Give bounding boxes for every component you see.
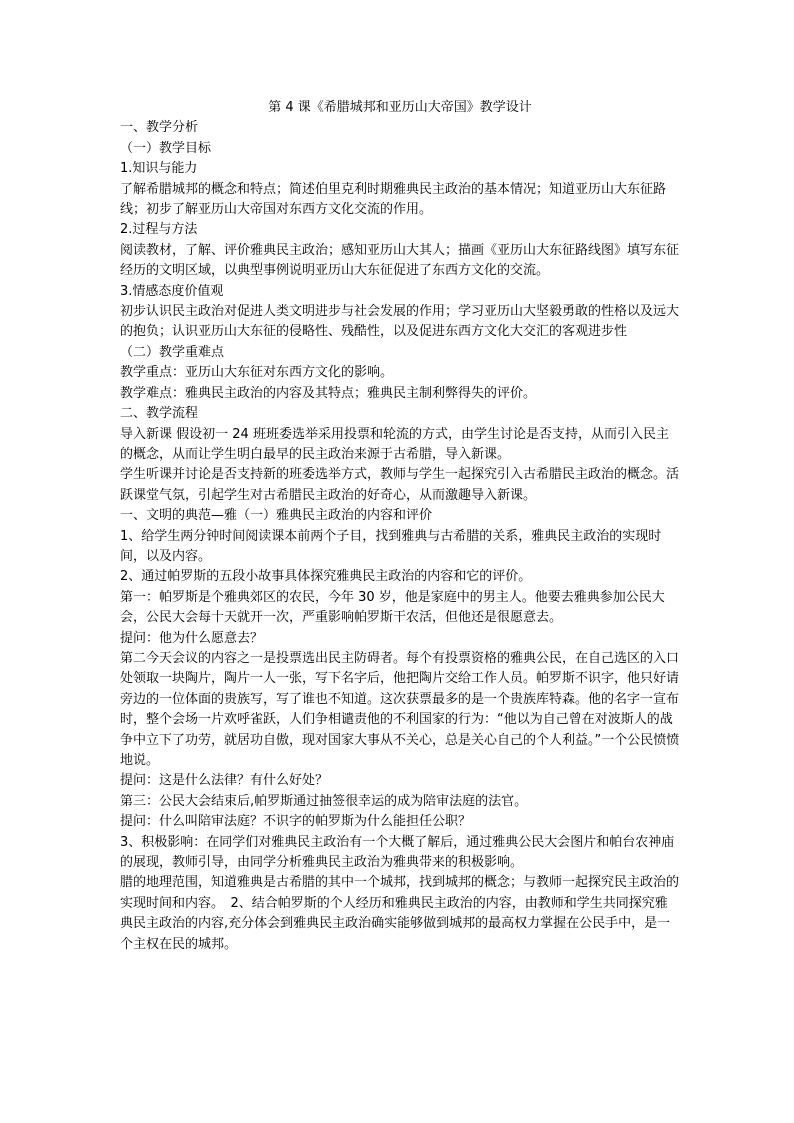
closing-paragraph: 腊的地理范围，知道雅典是古希腊的其中一个城邦，找到城邦的概念；与教师一起探究民主政治的实现时间和内容。 2、结合帕罗斯的个人经历和雅典民主政治的内容，由教师和学生共同探究雅典民主政治的内容,充分体会到雅典民主政治确实能够做到城邦的最高权力掌握在公民手中，是一个主权在民的城邦。 <box>120 875 680 952</box>
intro-paragraph: 导入新课 假设初一 24 班班委选举采用投票和轮流的方式，由学生讨论是否支持，从而引入民主的概念，从而让学生明白最早的民主政治来源于古希腊，导入新课。 <box>120 426 669 462</box>
objective-text-knowledge: 了解希腊城邦的概念和特点；简述伯里克利时期雅典民主政治的基本情况；知道亚历山大东征路线；初步了解亚历山大帝国对东西方文化交流的作用。 <box>120 181 667 218</box>
difficult-point-text: 教学难点：雅典民主政治的内容及其特点；雅典民主制利弊得失的评价。 <box>120 385 537 401</box>
question-3: 提问：什么叫陪审法庭？不识字的帕罗斯为什么能担任公职？ <box>120 814 472 830</box>
document-page <box>120 98 680 955</box>
subsection-heading-key-points: （二）教学重难点 <box>120 344 225 360</box>
key-point-text: 教学重点：亚历山大东征对东西方文化的影响。 <box>120 365 394 381</box>
question-2: 提问：这是什么法律？有什么好处？ <box>120 773 329 789</box>
story-1-paragraph: 第一：帕罗斯是个雅典郊区的农民，今年 30 岁，他是家庭中的男主人。他要去雅典参加公民大会，公民大会每十天就开一次，严重影响帕罗斯干农活，但他还是很愿意去。 <box>120 589 665 626</box>
objective-text-values: 初步认识民主政治对促进人类文明进步与社会发展的作用；学习亚历山大坚毅勇敢的性格以及远大的抱负；认识亚历山大东征的侵略性、残酷性，以及促进东西方文化大交汇的客观进步性 <box>120 304 680 340</box>
objective-heading-process: 2.过程与方法 <box>120 222 198 238</box>
story-3-paragraph: 第三：公民大会结束后,帕罗斯通过抽签很幸运的成为陪审法庭的法官。 <box>120 793 528 809</box>
step-2-paragraph: 2、通过帕罗斯的五段小故事具体探究雅典民主政治的内容和它的评价。 <box>120 569 532 585</box>
objective-heading-knowledge: 1.知识与能力 <box>120 161 198 177</box>
lesson-part-heading: 一、文明的典范—雅（一）雅典民主政治的内容和评价 <box>120 508 433 524</box>
student-activity-paragraph: 学生听课并讨论是否支持新的班委选举方式，教师与学生一起探究引入古希腊民主政治的概念。活跃课堂气氛，引起学生对古希腊民主政治的好奇心，从而激趣导入新课。 <box>120 467 680 503</box>
step-3-paragraph: 3、积极影响：在同学们对雅典民主政治有一个大概了解后，通过雅典公民大会图片和帕台农神庙的展现，教师引导，由同学分析雅典民主政治为雅典带来的积极影响。 <box>120 834 675 871</box>
objective-text-process: 阅读教材，了解、评价雅典民主政治；感知亚历山大其人；描画《亚历山大东征路线图》填写东征经历的文明区域，以典型事例说明亚历山大东征促进了东西方文化的交流。 <box>120 242 680 279</box>
section-heading-analysis: 一、教学分析 <box>120 120 199 136</box>
document-body <box>120 118 680 955</box>
question-1: 提问：他为什么愿意去？ <box>120 630 264 646</box>
document-title: 第 4 课《希腊城邦和亚历山大帝国》教学设计 <box>268 100 532 115</box>
story-2-paragraph: 第二今天会议的内容之一是投票选出民主防碍者。每个有投票资格的雅典公民，在自己选区的入口处领取一块陶片，陶片一人一张，写下名字后，他把陶片交给工作人员。帕罗斯不识字，他只好请旁边的一位体面的贵族写，写了谁也不知道。这次获票最多的是一个贵族库特森。他的名字一宣布时，整个会场一片欢呼雀跃，人们争相谴责他的不利国家的行为：“他以为自己曾在对波斯人的战争中立下了功劳，就居功自傲，现对国家大事从不关心，总是关心自己的个人利益。”一个公民愤愤地说。 <box>120 650 680 768</box>
objective-heading-values: 3.情感态度价值观 <box>120 283 224 299</box>
section-heading-process: 二、教学流程 <box>120 406 199 422</box>
step-1-paragraph: 1、给学生两分钟时间阅读课本前两个子目，找到雅典与古希腊的关系，雅典民主政治的实现时间，以及内容。 <box>120 528 662 564</box>
subsection-heading-objectives: （一）教学目标 <box>120 140 212 156</box>
